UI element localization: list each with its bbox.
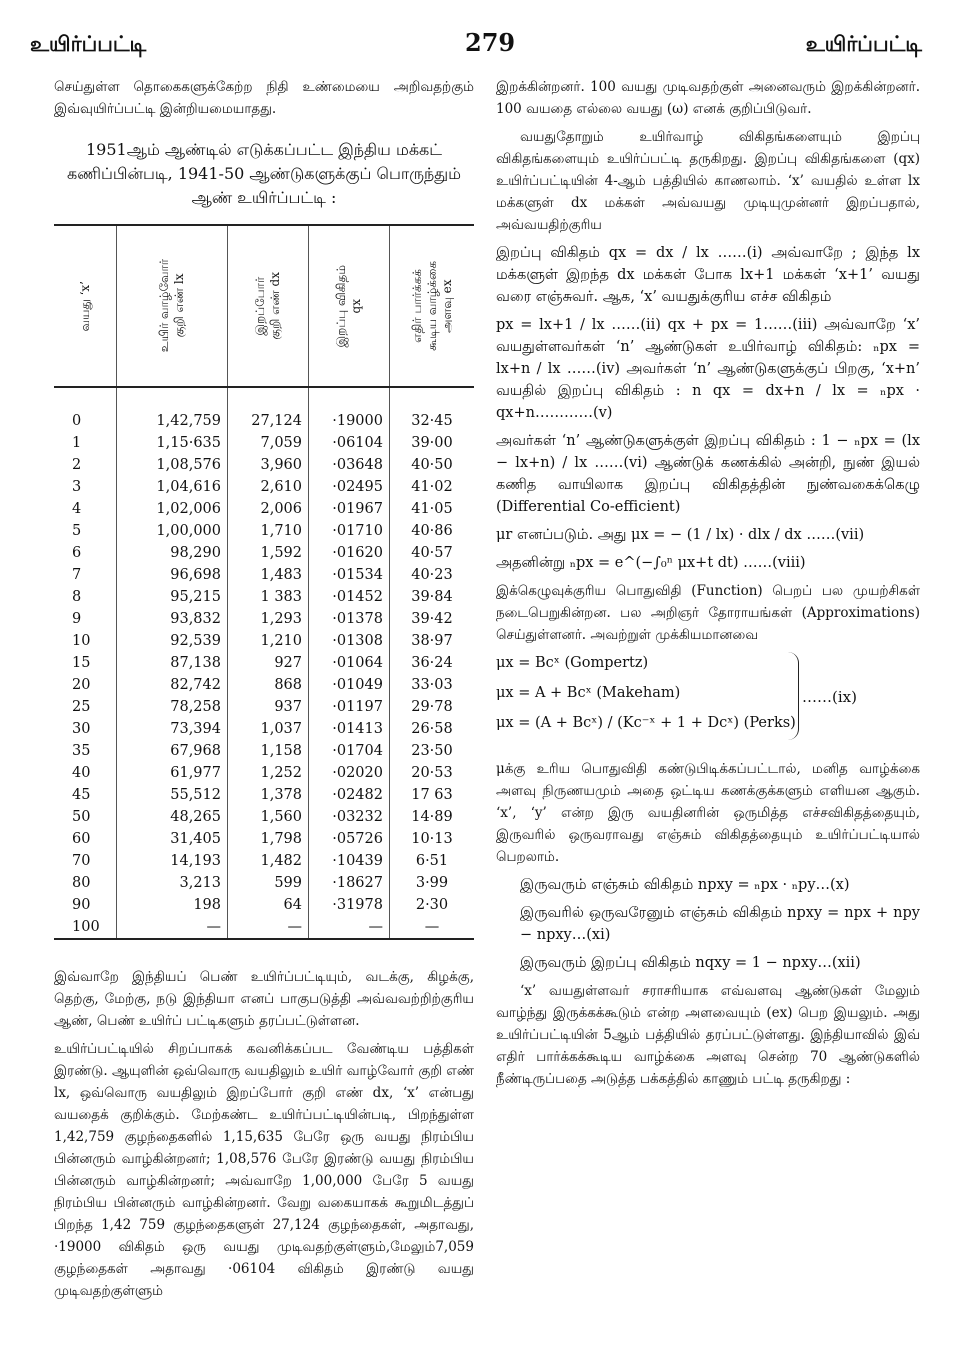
table-row (54, 564, 474, 586)
table-cell: 40·57 (390, 542, 475, 564)
table-cell: 1,210 (228, 630, 309, 652)
table-cell: 26·58 (390, 718, 475, 740)
table-cell: 9 (72, 611, 82, 627)
table-cell: 64 (228, 894, 309, 916)
table-cell: 70 (72, 853, 91, 869)
law-makeham: μx = A + Bcˣ (Makeham) (496, 685, 681, 701)
equation-x: இருவரும் எஞ்சும் விகிதம் npxy = ₙpx · ₙpy…(x) (520, 877, 850, 893)
table-cell: 32·45 (390, 387, 475, 432)
table-cell: 1,15·635 (117, 432, 228, 454)
table-cell: 25 (72, 699, 91, 715)
table-cell: 100 (54, 916, 117, 939)
table-row (54, 630, 474, 652)
table-cell: 40·50 (390, 454, 475, 476)
table-cell: ·02482 (309, 784, 390, 806)
table-cell: 1,158 (228, 740, 309, 762)
table-cell: 6·51 (390, 850, 475, 872)
table-cell: 1 383 (228, 586, 309, 608)
running-head-right: உயிர்ப்பட்டி (805, 32, 922, 56)
table-cell: 45 (72, 787, 91, 803)
table-cell: 73,394 (117, 718, 228, 740)
mortality-laws (496, 652, 920, 748)
table-cell: 1,293 (228, 608, 309, 630)
table-cell: 2·30 (390, 894, 475, 916)
table-cell: ·01064 (309, 652, 390, 674)
table-row (54, 762, 474, 784)
table-cell: 3,213 (117, 872, 228, 894)
table-cell: — (309, 916, 390, 939)
table-cell: ·19000 (309, 387, 390, 432)
table-cell: 55,512 (117, 784, 228, 806)
table-cell: 60 (72, 831, 91, 847)
table-cell: 1,592 (228, 542, 309, 564)
table-cell: 61,977 (117, 762, 228, 784)
table-cell: ·01620 (309, 542, 390, 564)
table-cell: 1,42,759 (117, 387, 228, 432)
table-cell: 38·97 (390, 630, 475, 652)
para-function: இக்கெழுவுக்குரிய பொதுவிதி (Function) பெறப் பல முயற்சிகள் நடைபெறுகின்றன. பல அறிஞர் தோராயங்கள் (Approximations) செய்துள்ளனர். அவற்றுள் முக்கியமானவை (496, 583, 920, 643)
table-cell: 1,798 (228, 828, 309, 850)
laws-tag: ……(ix) (802, 688, 857, 706)
table-cell: 14,193 (117, 850, 228, 872)
table-cell: 7,059 (228, 432, 309, 454)
table-cell: 30 (72, 721, 91, 737)
table-cell: 95,215 (117, 586, 228, 608)
table-row (54, 387, 474, 432)
table-row (54, 674, 474, 696)
para-columns-explanation: உயிர்ப்பட்டியில் சிறப்பாகக் கவனிக்கப்பட வேண்டிய பத்திகள் இரண்டு. ஆயுளின் ஒவ்வொரு வயதிலும் உயிர் வாழ்வோர் குறி எண் lx, ஒவ்வொரு வயதிலும் இறப்போர் குறி எண் dx, ‘x’ என்பது வயதைக் குறிக்கும். மேற்கண்ட உயிர்ப்பட்டியின்படி, பிறந்துள்ள 1,42,759 குழந்தைகளில் 1,15,635 பேரே ஒரு வயது நிரம்பிய பின்னரும் வாழ்கின்றனர்; 1,08,576 பேரே இரண்டு வயது நிரம்பிய பின்னரும் வாழ்கின்றனர்; அவ்வாறே 1,00,000 பேரே 5 வயது நிரம்பிய பின்னரும் வாழ்கின்றனர். வேறு வகையாகக் கூறுமிடத்துப் பிறந்த 1,42 759 குழந்தைகளுள் 27,124 குழந்தைகள், அதாவது, ·19000 விகிதம் ஒரு வயது முடிவதற்குள்ளும்,மேலும்7,059 குழந்தைகள் அதாவது ·06104 விகிதம் இரண்டு வயது முடிவதற்குள்ளும் (54, 1041, 474, 1299)
table-cell: ·03232 (309, 806, 390, 828)
table-cell: ·01704 (309, 740, 390, 762)
table-cell: 35 (72, 743, 91, 759)
table-cell: 80 (72, 875, 91, 891)
table-row (54, 740, 474, 762)
table-cell: 67,968 (117, 740, 228, 762)
table-cell: 96,698 (117, 564, 228, 586)
table-cell: 0 (72, 413, 82, 429)
table-row (54, 828, 474, 850)
table-cell: 98,290 (117, 542, 228, 564)
table-row (54, 718, 474, 740)
table-cell: ·01378 (309, 608, 390, 630)
table-row (54, 696, 474, 718)
table-cell: 3 (72, 479, 82, 495)
table-caption: 1951ஆம் ஆண்டில் எடுக்கப்பட்ட இந்திய மக்கட் கணிப்பின்படி, 1941-50 ஆண்டுகளுக்குப் பொருந்தும் ஆண் உயிர்ப்பட்டி : (66, 140, 462, 207)
table-cell: 1,08,576 (117, 454, 228, 476)
table-cell: 17 63 (390, 784, 475, 806)
table-row (54, 806, 474, 828)
equation-viii: அதனின்று ₙpx = e^(−∫₀ⁿ μx+t dt) ……(viii) (496, 555, 806, 571)
table-cell: 20 (72, 677, 91, 693)
equation-xi: இருவரில் ஒருவரேனும் எஞ்சும் விகிதம் npxy = npx + npy − npxy…(xi) (520, 905, 920, 943)
table-cell: 1,483 (228, 564, 309, 586)
table-cell: 1,02,006 (117, 498, 228, 520)
table-cell: 78,258 (117, 696, 228, 718)
equation-vii: μr எனப்படும். அது μx = − (1 / lx) · dlx / dx ……(vii) (496, 527, 865, 543)
table-cell: ·01710 (309, 520, 390, 542)
table-cell: 2 (72, 457, 82, 473)
right-column (496, 76, 920, 1096)
table-cell: 5 (72, 523, 82, 539)
table-cell: ·10439 (309, 850, 390, 872)
table-cell: 599 (228, 872, 309, 894)
table-cell: 93,832 (117, 608, 228, 630)
para-expectation: ‘x’ வயதுள்ளவர் சராசரியாக எவ்வளவு ஆண்டுகள் மேலும் வாழ்ந்து இருக்கக்கூடும் என்ற அளவையும் (ex) பெற இயலும். அது உயிர்ப்பட்டியின் 5ஆம் பத்தியில் தரப்பட்டுள்ளது. இந்தியாவில் இவ் எதிர் பார்க்கக்கூடிய வாழ்க்கை அளவு சென்ற 70 ஆண்டுகளில் நீண்டிருப்பதை அடுத்த பக்கத்தில் காணும் பட்டி தருகிறது : (496, 983, 920, 1087)
col-header-lx: உயிர் வாழ்வோர் குறி எண் lx (157, 259, 186, 353)
table-cell: 90 (72, 897, 91, 913)
table-cell: 1,482 (228, 850, 309, 872)
table-row (54, 476, 474, 498)
table-cell: 2,006 (228, 498, 309, 520)
table-cell: 50 (72, 809, 91, 825)
table-cell: 10·13 (390, 828, 475, 850)
table-row (54, 432, 474, 454)
table-cell: 82,742 (117, 674, 228, 696)
equation-xii: இருவரும் இறப்பு விகிதம் nqxy = 1 − npxy…(xii) (520, 955, 861, 971)
table-cell: — (390, 916, 475, 939)
table-cell: ·01049 (309, 674, 390, 696)
table-cell: ·05726 (309, 828, 390, 850)
life-table-body (54, 387, 474, 939)
table-cell: ·02020 (309, 762, 390, 784)
table-cell: 8 (72, 589, 82, 605)
table-cell: 39·42 (390, 608, 475, 630)
para-joint-life: μக்கு உரிய பொதுவிதி கண்டுபிடிக்கப்பட்டால், மனித வாழ்க்கை அளவு நிருணயமும் அதை ஒட்டிய கணக்குக்களும் எளியன ஆகும். ‘x’, ‘y’ என்ற இரு வயதினரின் ஒருமித்த எச்சவிகிதத்தையும், இருவரில் ஒருவராவது எஞ்சும் விகிதத்தையும் உயிர்ப்பட்டியால் பெறலாம். (496, 761, 920, 865)
running-head-left: உயிர்ப்பட்டி (30, 32, 147, 56)
life-table (54, 224, 474, 940)
table-row (54, 850, 474, 872)
table-row (54, 454, 474, 476)
table-cell: — (117, 916, 228, 939)
table-row (54, 784, 474, 806)
table-cell: ·31978 (309, 894, 390, 916)
para-death-rates: வயதுதோறும் உயிர்வாழ் விகிதங்களையும் இறப்பு விகிதங்களையும் உயிர்ப்பட்டி தருகிறது. இறப்பு விகிதங்களை (qx) உயிர்ப்பட்டியின் 4-ஆம் பத்தியில் காணலாம். ‘x’ வயதில் உள்ள lx மக்களுள் dx மக்கள் அவ்வயது முடியுமுன்னர் இறப்பதால், அவ்வயதிற்குரிய (496, 129, 920, 233)
col-header-age: வயது ‘x’ (77, 280, 92, 332)
table-cell: 198 (117, 894, 228, 916)
col-header-dx: இறப்போர் குறி எண் dx (253, 272, 282, 340)
table-cell: ·01452 (309, 586, 390, 608)
table-cell: 3,960 (228, 454, 309, 476)
table-row (54, 894, 474, 916)
table-cell: 39·00 (390, 432, 475, 454)
para-limit-age: இறக்கின்றனர். 100 வயது முடிவதற்குள் அனைவரும் இறக்கின்றனர். 100 வயதை எல்லை வயது (ω) எனக் குறிப்பிடுவர். (496, 79, 920, 117)
intro-text: செய்துள்ள தொகைகளுக்கேற்ற நிதி உண்மையை அறிவதற்கும் இவ்வுயிர்ப்பட்டி இன்றியமையாதது. (54, 79, 474, 117)
table-cell: 40 (72, 765, 91, 781)
table-cell: ·18627 (309, 872, 390, 894)
table-row (54, 916, 474, 939)
law-gompertz: μx = Bcˣ (Gompertz) (496, 655, 649, 671)
table-cell: 41·05 (390, 498, 475, 520)
laws-bracket (788, 652, 799, 740)
table-cell: 7 (72, 567, 82, 583)
table-cell: 20·53 (390, 762, 475, 784)
table-cell: 15 (72, 655, 91, 671)
table-cell: ·06104 (309, 432, 390, 454)
col-header-qx: இறப்பு விகிதம் qx (334, 264, 363, 348)
table-cell: 36·24 (390, 652, 475, 674)
col-header-ex: எதிர் பார்க்கக் கூடிய வாழ்க்கை அளவு ex (409, 261, 454, 351)
table-cell: 41·02 (390, 476, 475, 498)
equation-ii-v: px = lx+1 / lx ……(ii) qx + px = 1……(iii) அவ்வாறே ‘x’ வயதுள்ளவர்கள் ‘n’ ஆண்டுகள் உயிர்வாழ் விகிதம்: ₙpx = lx+n / lx ……(iv) அவர்கள் ‘n’ ஆண்டுகளுக்குப் பிறகு, ‘x+n’ வயதில் இறப்பு விகிதம் : n qx = dx+n / lx = ₙpx · qx+n…………(v) (496, 317, 920, 421)
table-cell: ·01413 (309, 718, 390, 740)
table-cell: 31,405 (117, 828, 228, 850)
table-cell: 6 (72, 545, 82, 561)
para-regional-tables: இவ்வாறே இந்தியப் பெண் உயிர்ப்பட்டியும், வடக்கு, கிழக்கு, தெற்கு, மேற்கு, நடு இந்தியா எனப் பாகுபடுத்தி அவ்வவற்றிற்குரிய ஆண், பெண் உயிர்ப் பட்டிகளும் தரப்பட்டுள்ளன. (54, 969, 474, 1029)
table-cell: 4 (72, 501, 82, 517)
table-row (54, 498, 474, 520)
table-cell: 48,265 (117, 806, 228, 828)
table-cell: 1,560 (228, 806, 309, 828)
table-cell: — (228, 916, 309, 939)
table-cell: 33·03 (390, 674, 475, 696)
table-cell: 2,610 (228, 476, 309, 498)
table-cell: 1,378 (228, 784, 309, 806)
equation-vi: அவர்கள் ‘n’ ஆண்டுகளுக்குள் இறப்பு விகிதம் : 1 − ₙpx = (lx − lx+n) / lx ……(vi) ஆண்டுக் கணக்கில் அன்றி, நுண் இயல் கணித வாயிலாக இறப்பு விகிதத்தின் நுண்வகைக்கெழு (Differential Co-efficient) (496, 433, 920, 515)
table-cell: ·01197 (309, 696, 390, 718)
table-cell: 29·78 (390, 696, 475, 718)
table-row (54, 586, 474, 608)
table-cell: 927 (228, 652, 309, 674)
table-cell: ·01534 (309, 564, 390, 586)
table-cell: 1,252 (228, 762, 309, 784)
table-cell: 92,539 (117, 630, 228, 652)
table-cell: 868 (228, 674, 309, 696)
table-cell: 23·50 (390, 740, 475, 762)
table-cell: 40·23 (390, 564, 475, 586)
table-cell: 1,00,000 (117, 520, 228, 542)
law-perks: μx = (A + Bcˣ) / (Kc⁻ˣ + 1 + Dcˣ) (Perks) (496, 715, 796, 731)
table-cell: 87,138 (117, 652, 228, 674)
table-cell: 1,04,616 (117, 476, 228, 498)
table-cell: 1 (72, 435, 82, 451)
table-cell: 3·99 (390, 872, 475, 894)
table-cell: ·03648 (309, 454, 390, 476)
table-cell: ·01308 (309, 630, 390, 652)
table-cell: 40·86 (390, 520, 475, 542)
left-column (54, 76, 474, 1308)
table-row (54, 520, 474, 542)
equation-i: இறப்பு விகிதம் qx = dx / lx ……(i) அவ்வாறே ; இந்த lx மக்களுள் இறந்த dx மக்கள் போக lx+1 மக்கள் ‘x+1’ வயது வரை எஞ்சுவர். ஆக, ‘x’ வயதுக்குரிய எச்ச விகிதம் (496, 245, 920, 305)
table-cell: 937 (228, 696, 309, 718)
table-cell: 10 (72, 633, 91, 649)
page-number: 279 (465, 28, 516, 57)
table-row (54, 652, 474, 674)
table-cell: 1,037 (228, 718, 309, 740)
table-row (54, 542, 474, 564)
table-cell: 27,124 (228, 387, 309, 432)
table-cell: ·01967 (309, 498, 390, 520)
table-cell: 1,710 (228, 520, 309, 542)
table-cell: 39·84 (390, 586, 475, 608)
table-cell: ·02495 (309, 476, 390, 498)
table-cell: 14·89 (390, 806, 475, 828)
table-row (54, 872, 474, 894)
table-row (54, 608, 474, 630)
